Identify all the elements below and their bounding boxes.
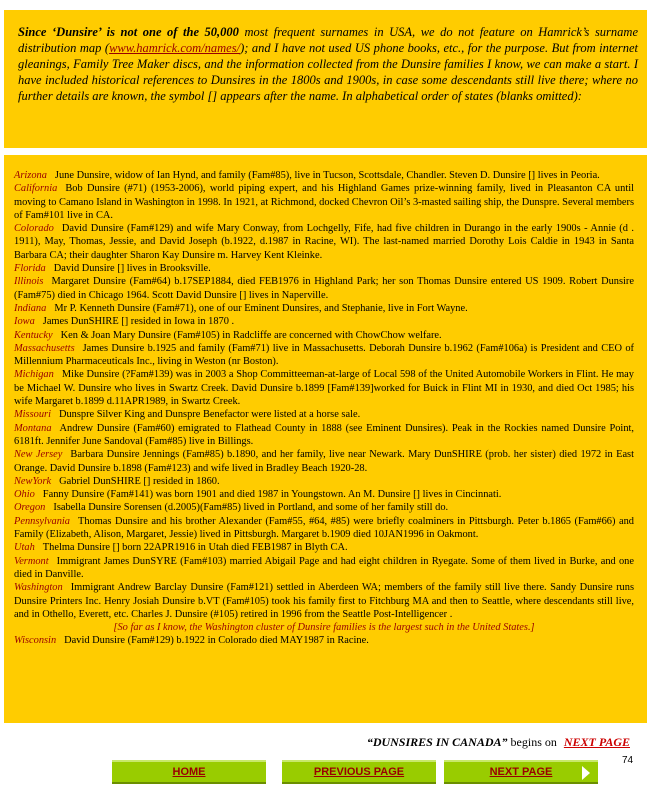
state-entry	[14, 488, 634, 501]
state-entry	[14, 262, 634, 275]
state-entry-text: Andrew Dunsire (Fam#60) emigrated to Flathead County in 1888 (see Eminent Dunsires). Peak in the Rockies named Dunsire Point, 6181ft. Jennifer June Sandoval (Fam#85) live in Billings.	[14, 422, 634, 447]
state-entry	[14, 448, 634, 475]
state-entry-text: Immigrant James DunSYRE (Fam#103) married Abigail Page and had eight children in Ryegate. Some of them lived in Burke, and one died in Danville.	[14, 555, 634, 580]
next-page-link[interactable]: NEXT PAGE	[563, 735, 630, 749]
state-entry-text: Ken & Joan Mary Dunsire (Fam#105) in Radcliffe are concerned with ChowChow welfare.	[60, 329, 442, 341]
state-entry-text: Thelma Dunsire [] born 22APR1916 in Utah died FEB1987 in Blyth CA.	[42, 542, 348, 554]
state-entry	[14, 515, 634, 542]
state-name: Vermont	[14, 555, 49, 567]
state-entry-text: Fanny Dunsire (Fam#141) was born 1901 and died 1987 in Youngstown. An M. Dunsire [] lives in Cincinnati.	[42, 489, 502, 501]
state-entry-text: June Dunsire, widow of Ian Hynd, and family (Fam#85), live in Tucson, Scottsdale, Chandler. Steven D. Dunsire [] lives in Peoria.	[54, 170, 600, 181]
state-entry-text: David Dunsire (Fam#129) and wife Mary Conway, from Lochgelly, Fife, had five children in Durango in the early 1900s - Annie (d . 1911), May, Thomas, Jessie, and David Joseph (b.1922, d.1987 in Racine, WI). The last-named married Dorothy Lois Caldie in 1943 in Santa Barbara CA; their daughter Sharon Kay Dunsire m. Harvey Kent Kleinke.	[14, 223, 634, 261]
state-entry-text: David Dunsire (Fam#129) b.1922 in Colorado died MAY1987 in Racine.	[64, 635, 369, 647]
state-entry	[14, 581, 634, 621]
state-name: Utah	[14, 542, 35, 554]
arrow-right-icon	[582, 766, 590, 780]
state-name: Kentucky	[14, 329, 53, 341]
state-entry	[14, 329, 634, 342]
state-entry-text: Isabella Dunsire Sorensen (d.2005)(Fam#85) lived in Portland, and some of her family still do.	[53, 502, 449, 514]
state-entry	[14, 302, 634, 315]
intro-text-b: ); and I have not used US phone books, etc., for the purpose. But from internet gleanings, Family Tree Maker discs, and the information collected from the Dunsire families I know, we can make a start. I have included historical references to Dunsires in the 1800s and 1900s, in case some descendants still live there; where no further details are known, the symbol [] appears after the name. In alphabetical order of states (blanks omitted):	[18, 41, 638, 103]
previous-page-button[interactable]: PREVIOUS PAGE	[282, 760, 436, 784]
next-section-title: “DUNSIRES IN CANADA”	[366, 735, 508, 749]
state-name: Florida	[14, 263, 46, 275]
state-name: Michigan	[14, 369, 54, 381]
entry-note	[14, 621, 634, 634]
state-name: Ohio	[14, 489, 35, 501]
intro-lead: Since ‘Dunsire’ is not one of the 50,000	[18, 25, 239, 39]
washington-note: [So far as I know, the Washington cluster of Dunsire families is the largest such in the United States.]	[113, 622, 535, 634]
begins-on-text: begins on	[507, 735, 560, 749]
state-entry	[14, 182, 634, 222]
state-name: Wisconsin	[14, 635, 57, 647]
state-entry-text: Mike Dunsire (?Fam#139) was in 2003 a Shop Committeeman-at-large of Local 598 of the United Automobile Workers in Flint. He may be Michael W. Dunsire who lives in Swartz Creek. David Dunsire b.1899 [Fam#139]worked for Buick in Flint MI in 1930, and died Oct 1985; his wife Margaret b.1899 d.11APR1989, in Swartz Creek.	[14, 369, 634, 408]
state-entry-text: Mr P. Kenneth Dunsire (Fam#71), one of our Eminent Dunsires, and Stephanie, live in Fort Wayne.	[54, 302, 468, 314]
next-page-label: NEXT PAGE	[489, 766, 553, 778]
state-entry-text: Bob Dunsire (#71) (1953-2006), world piping expert, and his Highland Games prize-winning family, lived in Pleasanton CA until moving to Camano Island in Washington in 1998. In 1921, at Richmond, docked Chevron Oil’s 3-masted sailing ship, the Dunspre. Several members of Fam#101 live in CA.	[14, 183, 635, 221]
state-name: NewYork	[14, 475, 52, 487]
state-entry	[14, 275, 634, 302]
intro-text-a: most frequent surnames in USA, we do not feature on Hamrick’s surname distribution map (	[18, 25, 638, 55]
state-entry-text: David Dunsire [] lives in Brooksville.	[53, 263, 211, 275]
state-entry-text: Dunspre Silver King and Dunspre Benefactor were listed at a horse sale.	[58, 409, 361, 421]
state-name: California	[14, 183, 58, 195]
state-name: Montana	[14, 422, 52, 434]
hamrick-link[interactable]: www.hamrick.com/names/	[109, 41, 241, 55]
state-name: Illinois	[14, 276, 44, 288]
state-name: Missouri	[14, 409, 51, 421]
next-page-notice	[367, 735, 630, 750]
state-name: Arizona	[14, 170, 47, 181]
state-entries	[14, 169, 634, 648]
intro-panel	[4, 10, 647, 148]
intro-paragraph	[18, 24, 638, 104]
state-entry-text: James Dunsire b.1925 and family (Fam#71) live in Massachusetts. Deborah Dunsire b.1962 (Fam#106a) is President and CEO of Millennium Pharmaceuticals Inc., living in Weston (nr Boston).	[14, 342, 634, 368]
state-entry	[14, 634, 634, 647]
state-name: Pennsylvania	[14, 515, 70, 527]
state-entry	[14, 501, 634, 514]
state-entry	[14, 555, 634, 582]
state-entry	[14, 408, 634, 421]
state-entry	[14, 342, 634, 369]
state-entry-text: Thomas Dunsire and his brother Alexander (Fam#55, #64, #85) were briefly coalminers in Pittsburgh. Peter b.1865 (Fam#66) and Family (Elizabeth, Alison, Margaret, Jessie) lived in Pittsburgh. Margaret b.1909 died 10JAN1996 in Oakmont.	[14, 515, 634, 541]
state-entry-text: Gabriel DunSHIRE [] resided in 1860.	[59, 475, 220, 487]
state-entry	[14, 541, 634, 554]
home-button[interactable]: HOME	[112, 760, 266, 784]
state-entry-text: Margaret Dunsire (Fam#64) b.17SEP1884, died FEB1976 in Highland Park; her son Thomas Dunsire entered US 1909. Robert Dunsire (Fam#75) died in Chicago 1964. Scott David Dunsire [] lives in Naperville.	[14, 276, 634, 301]
state-name: Massachusetts	[14, 342, 75, 354]
state-entry	[14, 422, 634, 449]
state-name: Colorado	[14, 223, 54, 235]
state-entry	[14, 475, 634, 488]
next-page-button[interactable]	[444, 760, 598, 784]
state-entry-text: James DunSHIRE [] resided in Iowa in 1870 .	[42, 316, 235, 328]
page-number: 74	[622, 755, 634, 766]
state-name: Washington	[14, 582, 63, 594]
state-entry	[14, 368, 634, 408]
state-name: Indiana	[14, 302, 47, 314]
state-entry	[14, 222, 634, 262]
state-entry-text: Immigrant Andrew Barclay Dunsire (Fam#121) settled in Aberdeen WA; members of the family still live there. Sandy Dunsire runs Dunsire Printers Inc. Henry Josiah Dunsire b.VT (Fam#105) took his family first to Fitchburg MA and then to Seattle, where descendants still live, and in Othello, Everett, etc. Charles J. Dunsire (#105) retired in 1996 from the Seattle Post-Intelligencer .	[14, 582, 634, 620]
state-entry	[14, 169, 634, 182]
state-name: Iowa	[14, 316, 35, 328]
state-name: Oregon	[14, 502, 46, 514]
states-panel	[4, 155, 647, 723]
state-entry-text: Barbara Dunsire Jennings (Fam#85) b.1890, and her family, live near Newark. Mary DunSHIRE (prob. her sister) died 1972 in East Orange. David Dunsire b.1898 (Fam#123) and wife lived in Bradley Beach 1920-28.	[14, 449, 634, 474]
state-name: New Jersey	[14, 449, 63, 461]
state-entry	[14, 315, 634, 328]
